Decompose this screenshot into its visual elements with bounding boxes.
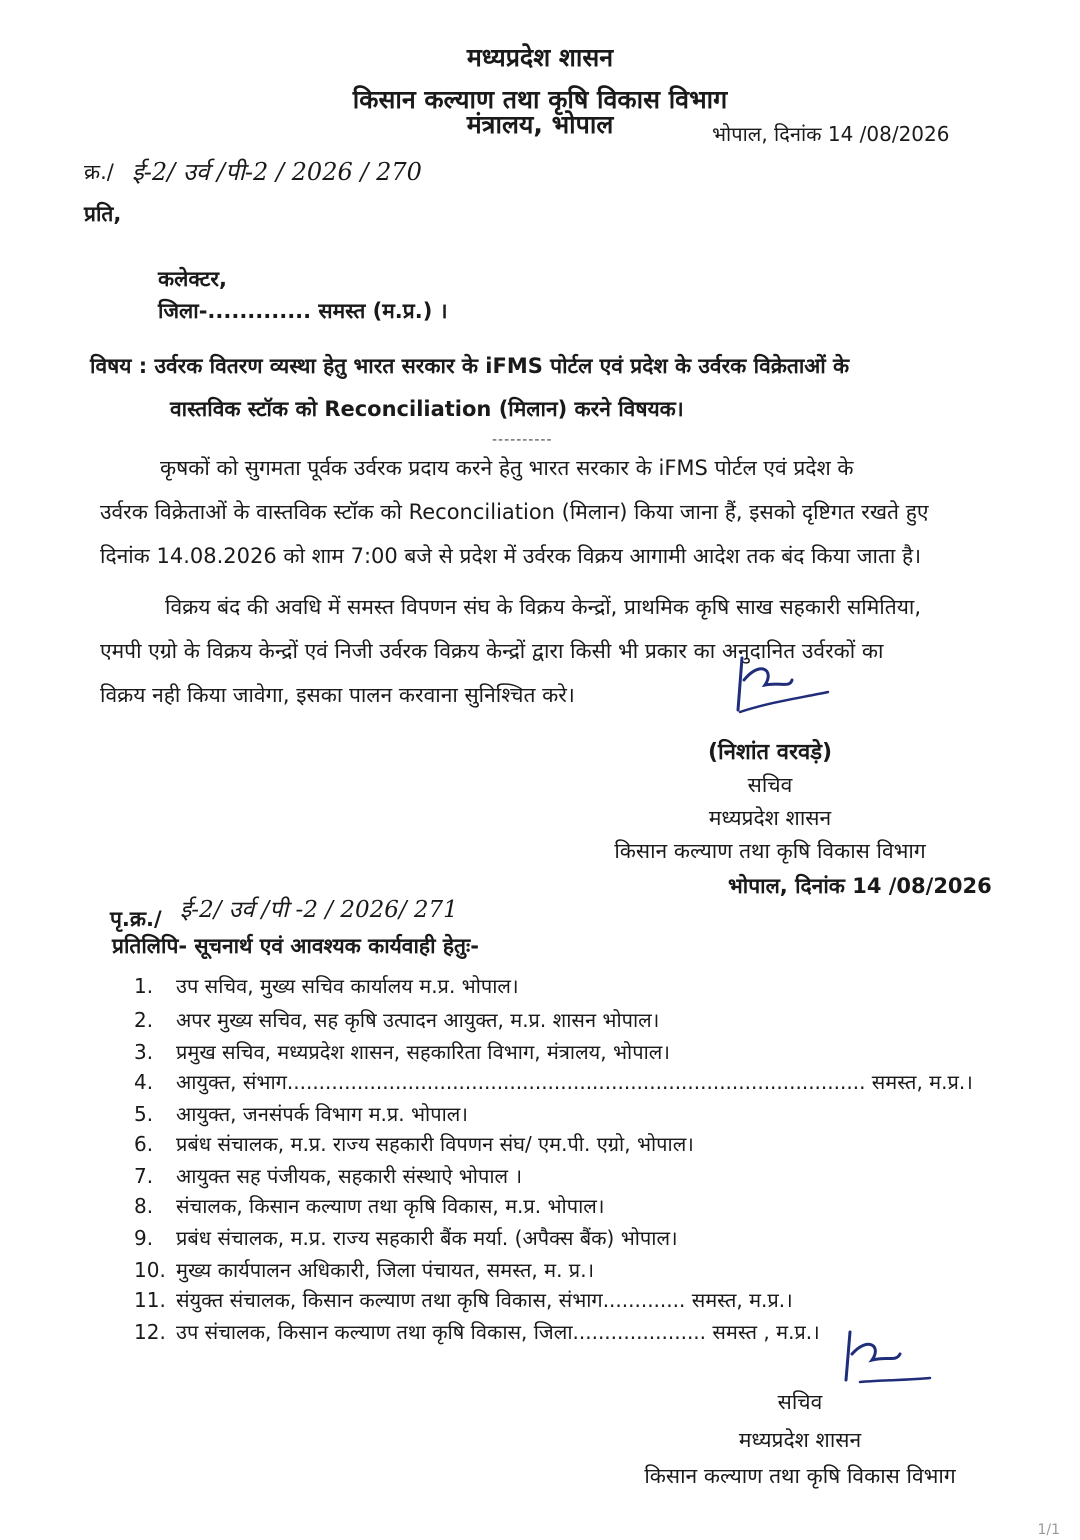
item-text: आयुक्त, जनसंपर्क विभाग म.प्र. भोपाल। — [176, 1102, 468, 1126]
addressee-title: कलेक्टर, — [158, 267, 227, 291]
body-paragraph-2-line: विक्रय बंद की अवधि में समस्त विपणन संघ के विक्रय केन्द्रों, प्राथमिक कृषि साख सहकारी समितिया, — [165, 595, 921, 619]
copy-signatory-department: किसान कल्याण तथा कृषि विकास विभाग — [644, 1464, 956, 1488]
item-number: 8. — [134, 1194, 154, 1218]
item-number: 9. — [134, 1226, 154, 1250]
item-text: अपर मुख्य सचिव, सह कृषि उत्पादन आयुक्त, म.प्र. शासन भोपाल। — [176, 1008, 660, 1032]
reference-prefix: क्र./ — [84, 160, 114, 184]
issue-place-date: भोपाल, दिनांक 14 /08/2026 — [712, 122, 950, 146]
copy-recipient-item — [134, 1256, 594, 1283]
item-text: संचालक, किसान कल्याण तथा कृषि विकास, म.प्र. भोपाल। — [176, 1194, 605, 1218]
item-number: 4. — [134, 1070, 154, 1094]
copy-recipient-item — [134, 1130, 694, 1157]
addressee-district: जिला-............. समस्त (म.प्र.) । — [158, 299, 448, 323]
copy-signatory-government: मध्यप्रदेश शासन — [738, 1428, 862, 1452]
item-text: आयुक्त सह पंजीयक, सहकारी संस्थाऐ भोपाल । — [176, 1164, 523, 1188]
signatory-department: किसान कल्याण तथा कृषि विकास विभाग — [614, 839, 926, 863]
item-text: प्रबंध संचालक, म.प्र. राज्य सहकारी बैंक मर्या. (अपैक्स बैंक) भोपाल। — [176, 1226, 678, 1250]
copy-recipient-item — [134, 1068, 973, 1095]
copy-recipient-item — [134, 1286, 793, 1313]
item-number: 12. — [134, 1320, 166, 1344]
item-number: 7. — [134, 1164, 154, 1188]
item-text: प्रबंध संचालक, म.प्र. राज्य सहकारी विपणन संघ/ एम.पी. एग्रो, भोपाल। — [176, 1132, 694, 1156]
copy-reference-number: ई-2/ उर्व /पी -2 / 2026/ 271 — [180, 897, 458, 923]
body-paragraph-1-line: कृषकों को सुगमता पूर्वक उर्वरक प्रदाय करने हेतु भारत सरकार के iFMS पोर्टल एवं प्रदेश के — [160, 456, 854, 480]
copy-recipient-item — [134, 1224, 678, 1251]
copy-signatory-block — [640, 1382, 960, 1494]
copy-recipient-item — [134, 1100, 468, 1127]
item-number: 5. — [134, 1102, 154, 1126]
item-number: 10. — [134, 1258, 166, 1282]
handwritten-signature-1 — [720, 640, 840, 730]
copy-reference-prefix: पृ.क्र./ — [110, 907, 162, 931]
copy-recipient-item — [134, 1162, 522, 1189]
reference-number: ई-2/ उर्व /पी-2 / 2026 / 270 — [132, 158, 422, 186]
header-location: मंत्रालय, भोपाल — [466, 110, 614, 139]
item-number: 11. — [134, 1288, 166, 1312]
body-paragraph-1-line: दिनांक 14.08.2026 को शाम 7:00 बजे से प्रदेश में उर्वरक विक्रय आगामी आदेश तक बंद किया जाता है। — [100, 544, 922, 568]
copy-recipient-item — [134, 1318, 820, 1345]
copy-recipient-item — [134, 1006, 659, 1033]
copy-recipient-item — [134, 1038, 670, 1065]
body-paragraph-1-line: उर्वरक विक्रेताओं के वास्तविक स्टॉक को Reconciliation (मिलान) किया जाना हैं, इसको दृष्टिगत रखते हुए — [100, 500, 929, 524]
copy-recipient-item — [134, 1192, 604, 1219]
subject-line-2: वास्तविक स्टॉक को Reconciliation (मिलान) करने विषयक। — [170, 397, 684, 421]
copy-recipient-item — [134, 972, 519, 999]
item-text: उप संचालक, किसान कल्याण तथा कृषि विकास, जिला..................... समस्त , म.प्र.। — [176, 1320, 820, 1344]
item-text: उप सचिव, मुख्य सचिव कार्यालय म.प्र. भोपाल। — [176, 974, 519, 998]
subject-separator: ---------- — [492, 432, 553, 448]
signatory-block — [600, 736, 940, 868]
signatory-designation: सचिव — [747, 773, 793, 797]
subject-line-1: विषय : उर्वरक वितरण व्यस्था हेतु भारत सरकार के iFMS पोर्टल एवं प्रदेश के उर्वरक विक्रेताओं के — [90, 354, 850, 378]
signatory-name: (निशांत वरवड़े) — [707, 740, 833, 765]
body-paragraph-2-line: एमपी एग्रो के विक्रय केन्द्रों एवं निजी उर्वरक विक्रय केन्द्रों द्वारा किसी भी प्रकार का अनुदानित उर्वरकों का — [100, 639, 884, 663]
item-number: 6. — [134, 1132, 154, 1156]
item-number: 2. — [134, 1008, 154, 1032]
item-text: आयुक्त, संभाग........................................................................................... समस्त, म.प्र.। — [176, 1070, 973, 1094]
body-paragraph-2-line: विक्रय नही किया जावेगा, इसका पालन करवाना सुनिश्चित करे। — [100, 683, 575, 707]
item-number: 1. — [134, 974, 154, 998]
item-number: 3. — [134, 1040, 154, 1064]
to-label: प्रति, — [84, 202, 122, 226]
item-text: संयुक्त संचालक, किसान कल्याण तथा कृषि विकास, संभाग............. समस्त, म.प्र.। — [176, 1288, 793, 1312]
signatory-government: मध्यप्रदेश शासन — [708, 806, 832, 830]
signatory-place-date: भोपाल, दिनांक 14 /08/2026 — [728, 874, 992, 898]
item-text: प्रमुख सचिव, मध्यप्रदेश शासन, सहकारिता विभाग, मंत्रालय, भोपाल। — [176, 1040, 670, 1064]
copy-signatory-designation: सचिव — [777, 1390, 823, 1414]
page-number: 1/1 — [1037, 1522, 1060, 1538]
body-paragraph-1 — [100, 446, 928, 578]
header-department: किसान कल्याण तथा कृषि विकास विभाग — [352, 85, 728, 114]
item-text: मुख्य कार्यपालन अधिकारी, जिला पंचायत, समस्त, म. प्र.। — [176, 1258, 595, 1282]
copy-heading: प्रतिलिपि- सूचनार्थ एवं आवश्यक कार्यवाही हेतुः- — [112, 934, 479, 958]
header-government: मध्यप्रदेश शासन — [466, 43, 614, 72]
